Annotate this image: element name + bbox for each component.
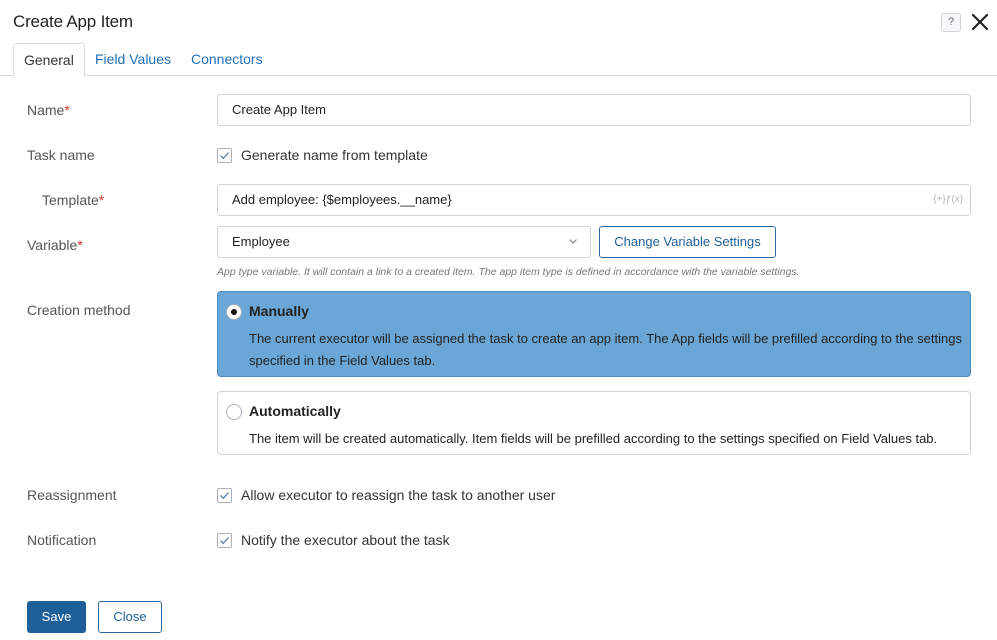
required-mark: * [64,102,70,118]
help-button[interactable]: ? [941,13,961,32]
required-mark: * [98,192,105,208]
generate-name-label: Generate name from template [241,147,428,163]
tab-field-values[interactable]: Field Values [95,51,172,67]
name-input[interactable]: Create App Item [217,94,971,126]
formula-icon[interactable]: {+}ƒ(x) [933,194,963,205]
option-description: The item will be created automatically. Item fields will be prefilled according to the settings specified on Field Values tab. [249,431,938,446]
required-mark: * [77,237,83,253]
option-title: Manually [249,303,309,319]
variable-label: Variable* [27,237,83,253]
change-variable-settings-button[interactable]: Change Variable Settings [599,226,776,258]
generate-name-checkbox[interactable] [217,148,232,163]
variable-hint: App type variable. It will contain a link to a created item. The app item type is defined in accordance with the variable settings. [217,266,800,278]
reassignment-checkbox[interactable] [217,488,232,503]
tab-connectors[interactable]: Connectors [191,51,263,67]
reassignment-label: Reassignment [27,487,117,503]
variable-selected-value: Employee [232,234,290,249]
notification-checkbox-label: Notify the executor about the task [241,532,450,548]
reassignment-checkbox-label: Allow executor to reassign the task to another user [241,487,556,503]
template-value: Add employee: {$employees.__name} [232,192,452,207]
chevron-down-icon [568,227,578,269]
automatically-radio[interactable] [226,404,242,420]
check-icon [219,490,230,501]
notification-label: Notification [27,532,97,548]
notification-checkbox[interactable] [217,533,232,548]
option-manually[interactable] [217,291,971,377]
save-button[interactable]: Save [27,601,86,633]
dialog-title: Create App Item [13,12,133,31]
tab-general[interactable]: General [13,43,85,77]
name-label: Name* [27,102,70,118]
option-title: Automatically [249,403,341,419]
manually-radio[interactable] [226,304,242,320]
variable-select[interactable] [217,226,591,258]
creation-method-label: Creation method [27,302,131,318]
template-input[interactable] [217,184,971,216]
check-icon [219,150,230,161]
option-automatically[interactable] [217,391,971,455]
template-label: Template* [42,192,105,208]
task-name-label: Task name [27,147,95,163]
tab-bar [0,43,997,76]
close-button[interactable]: Close [98,601,162,633]
option-description: The current executor will be assigned the task to create an app item. The App fields will be prefilled according to the settings specified in the Field Values tab. [249,331,962,368]
check-icon [219,535,230,546]
close-icon[interactable] [969,11,991,33]
